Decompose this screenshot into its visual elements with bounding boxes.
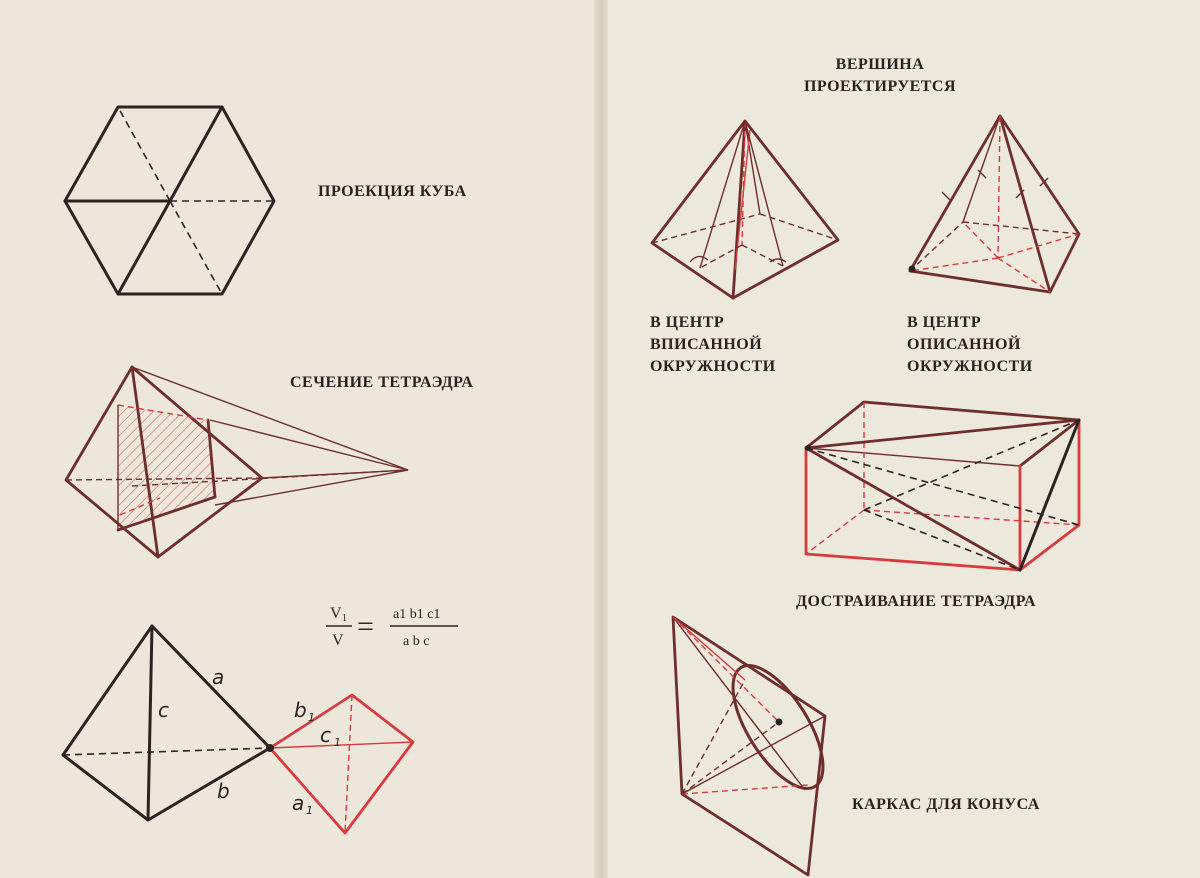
- formula-lhs-denominator: V: [332, 632, 344, 649]
- edge-label-a1-sub: 1: [306, 804, 313, 817]
- edge-label-c1-sub: 1: [334, 736, 341, 749]
- caption-cube-projection: ПРОЕКЦИЯ КУБА: [318, 183, 467, 200]
- edge-label-b1: b: [294, 698, 307, 722]
- caption-apex-line2: ПРОЕКТИРУЕТСЯ: [803, 78, 957, 95]
- cube-projection-figure: [65, 107, 274, 294]
- caption-circumscribed-line1: В ЦЕНТР: [907, 314, 982, 331]
- edge-label-b: b: [217, 779, 230, 803]
- formula-rhs-numerator: a1 b1 c1: [393, 607, 441, 622]
- tetrahedron-section-figure: [66, 367, 408, 557]
- formula-lhs-numerator-sub: 1: [342, 613, 347, 624]
- caption-inscribed-line2: ВПИСАННОЙ: [650, 336, 763, 353]
- formula-equals: =: [357, 610, 374, 643]
- caption-inscribed-line1: В ЦЕНТР: [650, 314, 725, 331]
- pyramid-inscribed-figure: [652, 121, 838, 298]
- caption-circumscribed-line2: ОПИСАННОЙ: [907, 336, 1021, 353]
- edge-label-c: c: [158, 698, 169, 722]
- volume-formula: [326, 605, 458, 649]
- formula-lhs-numerator: V: [330, 605, 342, 622]
- edge-label-b1-sub: 1: [308, 711, 315, 724]
- caption-inscribed-line3: ОКРУЖНОСТИ: [650, 358, 776, 375]
- caption-tetrahedron-section: СЕЧЕНИЕ ТЕТРАЭДРА: [290, 374, 474, 391]
- caption-cone-frame: КАРКАС ДЛЯ КОНУСА: [852, 796, 1040, 813]
- caption-apex-line1: ВЕРШИНА: [835, 56, 925, 73]
- tetrahedron-completion-figure: [805, 402, 1079, 570]
- pyramid-circumscribed-figure: [909, 116, 1080, 292]
- edge-label-a: a: [212, 665, 225, 689]
- edge-label-c1: c: [320, 723, 331, 747]
- volume-ratio-figure: [63, 626, 413, 833]
- caption-circumscribed-line3: ОКРУЖНОСТИ: [907, 358, 1033, 375]
- cone-frame-figure: [673, 617, 841, 875]
- caption-tetrahedron-completion: ДОСТРАИВАНИЕ ТЕТРАЭДРА: [796, 593, 1037, 610]
- edge-label-a1: a: [292, 791, 305, 815]
- formula-rhs-denominator: a b c: [403, 634, 430, 649]
